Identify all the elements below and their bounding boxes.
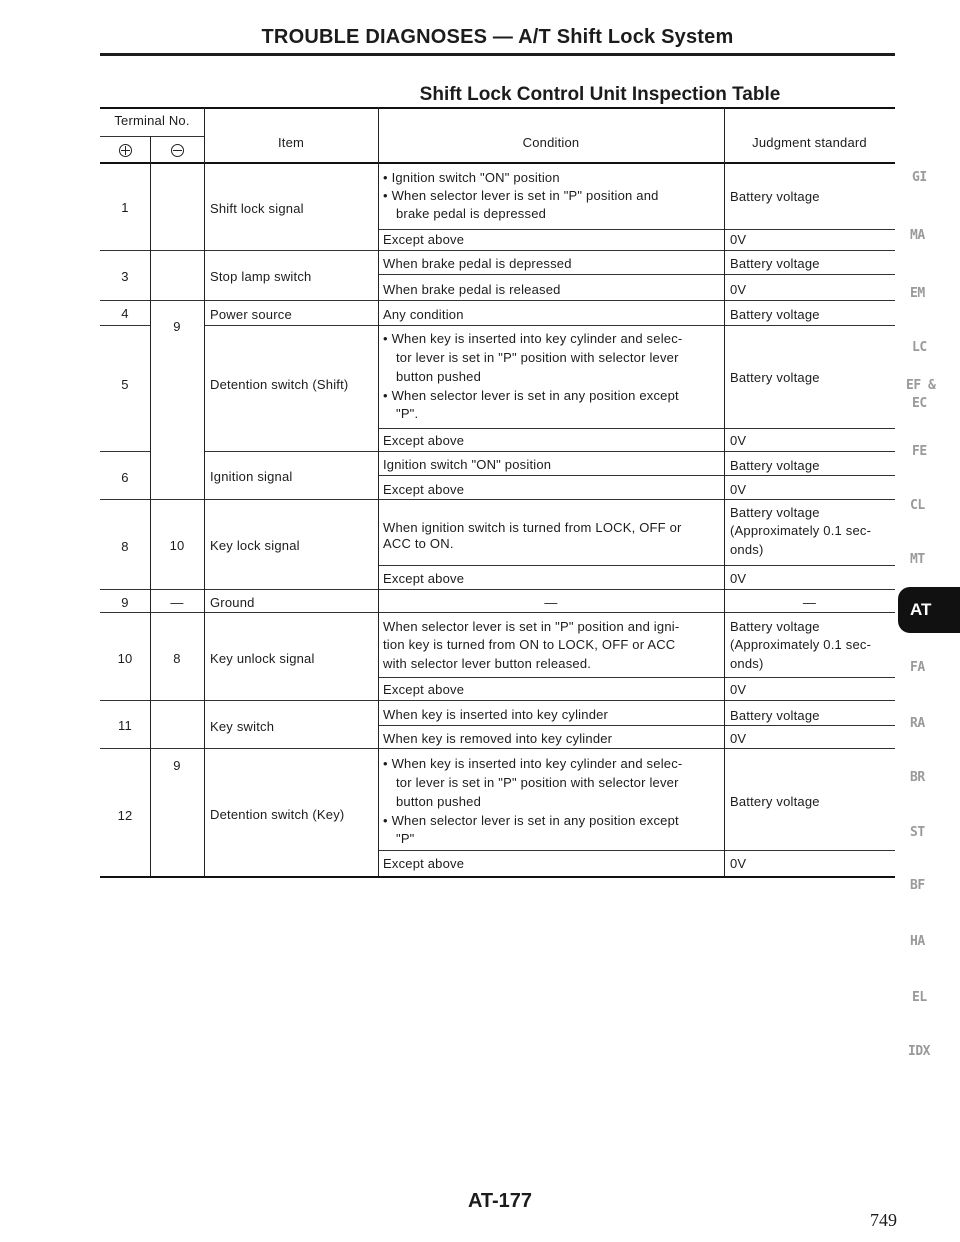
row-rule — [100, 300, 895, 301]
item-name: Key lock signal — [210, 538, 300, 553]
section-tab[interactable]: EF & — [906, 378, 936, 393]
judgment-value: 0V — [730, 682, 747, 697]
condition-line: Except above — [383, 232, 465, 247]
row-rule — [204, 325, 895, 326]
condition-line: Except above — [383, 856, 465, 871]
item-name: Ignition signal — [210, 469, 293, 484]
condition-line: button pushed — [396, 369, 482, 384]
section-tab[interactable]: LC — [912, 340, 927, 355]
judgment-value: 0V — [730, 282, 747, 297]
condition-line: When brake pedal is released — [383, 282, 561, 297]
rule — [378, 274, 895, 275]
condition-line: • Ignition switch "ON" position — [383, 170, 560, 185]
judgment-value: Battery voltage — [730, 189, 820, 204]
condition-line: • When key is inserted into key cylinder and selec- — [383, 331, 683, 346]
header-judgment: Judgment standard — [752, 135, 867, 150]
section-tab[interactable]: MT — [910, 552, 925, 567]
section-tab[interactable]: HA — [910, 934, 925, 949]
condition-line: • When key is inserted into key cylinder and selec- — [383, 756, 683, 771]
terminal-plus: 8 — [121, 539, 129, 554]
minus-icon — [171, 144, 184, 157]
col-rule — [378, 107, 379, 876]
rule — [100, 451, 150, 452]
rule — [378, 677, 895, 678]
terminal-plus: 3 — [121, 269, 129, 284]
judgment-value: Battery voltage — [730, 505, 820, 520]
judgment-value: onds) — [730, 542, 764, 557]
condition-line: Except above — [383, 571, 465, 586]
header-rule — [100, 53, 895, 56]
terminal-plus: 9 — [121, 595, 129, 610]
terminal-minus: 8 — [173, 651, 181, 666]
judgment-value: Battery voltage — [730, 256, 820, 271]
table-bottom-rule — [100, 876, 895, 878]
rule — [378, 428, 895, 429]
section-tab[interactable]: BF — [910, 878, 925, 893]
condition-line: tion key is turned from ON to LOCK, OFF or ACC — [383, 637, 676, 652]
item-name: Key unlock signal — [210, 651, 315, 666]
item-name: Stop lamp switch — [210, 269, 312, 284]
row-rule — [204, 451, 895, 452]
page-header: TROUBLE DIAGNOSES — A/T Shift Lock System — [261, 26, 734, 48]
judgment-value: (Approximately 0.1 sec- — [730, 523, 872, 538]
condition-line: tor lever is set in "P" position with selector lever — [396, 350, 679, 365]
section-tab[interactable]: FE — [912, 444, 927, 459]
terminal-plus: 10 — [117, 651, 133, 666]
page-code: AT-177 — [467, 1190, 533, 1212]
section-tab[interactable]: BR — [910, 770, 925, 785]
judgment-value: Battery voltage — [730, 619, 820, 634]
section-tab[interactable]: CL — [910, 498, 925, 513]
judgment-value: Battery voltage — [730, 307, 820, 322]
row-rule — [100, 589, 895, 590]
plus-icon — [119, 144, 132, 157]
header-minus — [150, 141, 204, 158]
condition-line: button pushed — [396, 794, 482, 809]
condition-line: brake pedal is depressed — [396, 206, 547, 221]
section-tab[interactable]: MA — [910, 228, 925, 243]
section-tab[interactable]: RA — [910, 716, 925, 731]
judgment-value: — — [802, 595, 817, 610]
rule — [100, 136, 204, 137]
section-tab[interactable]: FA — [910, 660, 925, 675]
condition-line: When selector lever is set in "P" position and igni- — [383, 619, 680, 634]
condition-line: • When selector lever is set in "P" position and — [383, 188, 659, 203]
rule — [378, 565, 895, 566]
item-name: Shift lock signal — [210, 201, 304, 216]
condition-line: Except above — [383, 482, 465, 497]
rule — [378, 725, 895, 726]
condition-line: tor lever is set in "P" position with selector lever — [396, 775, 679, 790]
rule — [100, 325, 150, 326]
section-tab[interactable]: EL — [912, 990, 927, 1005]
judgment-value: Battery voltage — [730, 458, 820, 473]
terminal-plus: 1 — [121, 200, 129, 215]
judgment-value: 0V — [730, 482, 747, 497]
rule — [378, 850, 895, 851]
condition-line: "P". — [396, 406, 419, 421]
judgment-value: 0V — [730, 571, 747, 586]
terminal-minus: 10 — [169, 538, 185, 553]
condition-line: When brake pedal is depressed — [383, 256, 572, 271]
rule — [378, 229, 895, 230]
condition-line: Except above — [383, 682, 465, 697]
row-rule — [100, 748, 895, 749]
header-plus — [100, 141, 150, 158]
header-bottom-rule — [100, 162, 895, 164]
header-condition: Condition — [522, 135, 580, 150]
col-rule — [724, 107, 725, 876]
item-name: Power source — [210, 307, 292, 322]
condition-line: ACC to ON. — [383, 536, 454, 551]
terminal-plus: 4 — [121, 306, 129, 321]
item-name: Detention switch (Key) — [210, 807, 345, 822]
section-tab[interactable]: GI — [912, 170, 927, 185]
condition-line: — — [544, 595, 558, 610]
terminal-plus: 11 — [118, 718, 132, 733]
terminal-minus: — — [170, 595, 184, 610]
judgment-value: 0V — [730, 232, 747, 247]
col-rule — [204, 107, 205, 876]
terminal-plus: 6 — [121, 470, 129, 485]
judgment-value: (Approximately 0.1 sec- — [730, 637, 872, 652]
section-tab[interactable]: EM — [910, 286, 925, 301]
judgment-value: Battery voltage — [730, 794, 820, 809]
condition-line: When key is removed into key cylinder — [383, 731, 613, 746]
condition-line: • When selector lever is set in any position except — [383, 813, 679, 828]
item-name: Ground — [210, 595, 255, 610]
judgment-value: 0V — [730, 731, 747, 746]
row-rule — [100, 612, 895, 613]
page-number: 749 — [870, 1210, 897, 1230]
section-tab-active[interactable]: AT — [898, 587, 960, 633]
condition-line: "P" — [396, 831, 415, 846]
judgment-value: Battery voltage — [730, 370, 820, 385]
row-rule — [100, 499, 895, 500]
judgment-value: onds) — [730, 656, 764, 671]
section-tab[interactable]: ST — [910, 825, 925, 840]
section-tab[interactable]: IDX — [908, 1044, 930, 1059]
table-top-rule — [100, 107, 895, 109]
judgment-value: 0V — [730, 433, 747, 448]
minus-terminal: 9 — [173, 758, 181, 773]
item-name: Key switch — [210, 719, 275, 734]
judgment-value: Battery voltage — [730, 708, 820, 723]
header-item: Item — [277, 135, 305, 150]
table-title: Shift Lock Control Unit Inspection Table — [419, 84, 781, 105]
condition-line: When key is inserted into key cylinder — [383, 707, 609, 722]
terminal-plus: 5 — [121, 377, 129, 392]
condition-line: Except above — [383, 433, 465, 448]
terminal-plus: 12 — [117, 808, 133, 823]
condition-line: Ignition switch "ON" position — [383, 457, 552, 472]
condition-line: Any condition — [383, 307, 464, 322]
row-rule — [100, 700, 895, 701]
rule — [378, 475, 895, 476]
row-rule — [100, 250, 895, 251]
condition-line: with selector lever button released. — [383, 656, 592, 671]
condition-line: When ignition switch is turned from LOCK, OFF or — [383, 520, 682, 535]
condition-line: • When selector lever is set in any position except — [383, 388, 679, 403]
section-tab[interactable]: EC — [912, 396, 927, 411]
item-name: Detention switch (Shift) — [210, 377, 349, 392]
header-terminal-no: Terminal No. — [114, 113, 190, 128]
minus-terminal: 9 — [173, 319, 181, 334]
judgment-value: 0V — [730, 856, 747, 871]
